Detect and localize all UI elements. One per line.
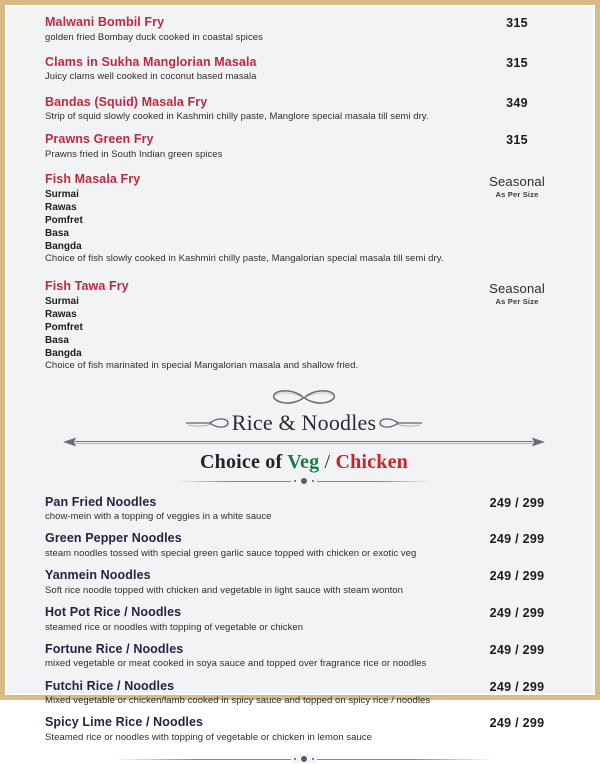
arrow-divider bbox=[63, 436, 545, 448]
price-seasonal-note: As Per Size bbox=[495, 190, 539, 200]
menu-item-variant: Surmai bbox=[45, 295, 79, 307]
menu-item-price: 249 / 299 bbox=[489, 606, 545, 621]
menu-item[interactable] bbox=[45, 605, 563, 634]
menu-item[interactable] bbox=[45, 55, 563, 84]
menu-item-price: 249 / 299 bbox=[489, 532, 545, 547]
menu-item-price: 249 / 299 bbox=[489, 642, 545, 657]
price-seasonal-label: Seasonal bbox=[489, 280, 545, 296]
menu-item-variant: Pomfret bbox=[45, 214, 83, 226]
menu-item-price: 249 / 299 bbox=[489, 495, 545, 510]
menu-item-text bbox=[45, 15, 471, 44]
menu-item-text bbox=[45, 679, 471, 708]
dot-small-left-icon bbox=[294, 758, 296, 760]
menu-item-description: Steamed rice or noodles with topping of vegetable or chicken in lemon sauce bbox=[45, 732, 372, 743]
menu-item-price: 315 bbox=[506, 55, 528, 70]
menu-item-variant: Rawas bbox=[45, 308, 77, 320]
menu-item-text bbox=[45, 279, 471, 372]
flourish-left-icon bbox=[184, 412, 232, 434]
arrow-divider-line-secondary bbox=[75, 443, 533, 444]
noodle-items-list bbox=[45, 495, 563, 744]
menu-item[interactable] bbox=[45, 95, 563, 124]
menu-item-variant: Bangda bbox=[45, 347, 82, 359]
menu-item-price: 249 / 299 bbox=[489, 679, 545, 694]
fish-items-list bbox=[45, 172, 563, 372]
choice-chicken-label: Chicken bbox=[335, 450, 408, 473]
menu-item[interactable] bbox=[45, 132, 563, 161]
section-title-row bbox=[45, 409, 563, 435]
menu-item[interactable] bbox=[45, 642, 563, 671]
price-seasonal-label: Seasonal bbox=[489, 174, 545, 190]
flourish-right-icon bbox=[376, 412, 424, 434]
menu-item-description: Prawns fried in South Indian green spices bbox=[45, 148, 223, 160]
menu-item-description: Juicy clams well cooked in coconut based masala bbox=[45, 71, 257, 83]
menu-item-description: Choice of fish slowly cooked in Kashmiri chilly paste, Mangalorian special masala till semi dry. bbox=[45, 252, 444, 264]
menu-item-price: 349 bbox=[506, 95, 528, 110]
menu-item-name: Malwani Bombil Fry bbox=[45, 15, 165, 29]
menu-item-name: Fish Tawa Fry bbox=[45, 278, 129, 293]
menu-item-text bbox=[45, 715, 471, 744]
price-seasonal-note: As Per Size bbox=[495, 297, 539, 307]
menu-item-variant: Surmai bbox=[45, 188, 79, 200]
menu-item-name: Fortune Rice / Noodles bbox=[45, 641, 184, 656]
menu-item-price: 249 / 299 bbox=[489, 569, 545, 584]
menu-item[interactable] bbox=[45, 568, 563, 597]
menu-item-variant: Basa bbox=[45, 334, 69, 346]
menu-item-name: Prawns Green Fry bbox=[45, 132, 154, 147]
bottom-divider-center bbox=[291, 755, 317, 763]
menu-item-name: Clams in Sukha Manglorian Masala bbox=[45, 54, 257, 69]
menu-item-name: Fish Masala Fry bbox=[45, 172, 141, 187]
menu-item[interactable] bbox=[45, 172, 563, 265]
menu-item-description: steam noodles tossed with special green garlic sauce topped with chicken or exotic veg bbox=[45, 548, 417, 560]
choice-separator: / bbox=[324, 450, 331, 473]
menu-item-description: Soft rice noodle topped with chicken and vegetable in light sauce with steam wonton bbox=[45, 584, 403, 596]
menu-item-description: Mixed vegetable or chicken/lamb cooked in spicy sauce and topped on spicy rice / noodles bbox=[45, 695, 431, 707]
menu-item-text bbox=[45, 495, 471, 524]
menu-item-price bbox=[471, 279, 563, 306]
menu-item-variant: Pomfret bbox=[45, 321, 83, 333]
menu-sheet bbox=[7, 7, 593, 743]
dot-divider-center bbox=[291, 477, 317, 485]
bottom-dot-divider bbox=[114, 754, 494, 764]
seafood-items-list bbox=[45, 15, 563, 161]
menu-item-name: Green Pepper Noodles bbox=[45, 531, 182, 546]
choice-line bbox=[45, 451, 563, 474]
menu-item-text bbox=[45, 55, 471, 84]
dot-divider bbox=[174, 476, 434, 486]
menu-item-name: Futchi Rice / Noodles bbox=[45, 678, 175, 693]
menu-item-name: Hot Pot Rice / Noodles bbox=[45, 605, 182, 620]
menu-item-name: Spicy Lime Rice / Noodles bbox=[45, 715, 204, 730]
menu-item-variant: Bangda bbox=[45, 240, 82, 252]
menu-item-name: Bandas (Squid) Masala Fry bbox=[45, 94, 208, 109]
menu-item-text bbox=[45, 605, 471, 634]
menu-item-variant: Basa bbox=[45, 227, 69, 239]
section-header-rice-noodles bbox=[45, 386, 563, 486]
menu-item-description: Strip of squid slowly cooked in Kashmiri chilly paste, Manglore special masala till semi dry. bbox=[45, 111, 429, 123]
dot-large-icon bbox=[300, 477, 308, 485]
menu-item-price bbox=[471, 172, 563, 199]
menu-item-text bbox=[45, 95, 471, 124]
menu-item[interactable] bbox=[45, 279, 563, 372]
menu-item[interactable] bbox=[45, 715, 563, 744]
menu-item-description: Choice of fish marinated in special Mangalorian masala and shallow fried. bbox=[45, 359, 359, 371]
choice-veg-label: Veg bbox=[287, 450, 320, 473]
arrow-divider-line bbox=[75, 441, 533, 442]
menu-item-name: Yanmein Noodles bbox=[45, 568, 151, 583]
menu-item-name: Pan Fried Noodles bbox=[45, 494, 157, 509]
dot-small-right-icon bbox=[312, 480, 314, 482]
menu-item-text bbox=[45, 568, 471, 597]
menu-item-price: 315 bbox=[506, 133, 528, 148]
dot-large-icon bbox=[300, 755, 308, 763]
menu-item[interactable] bbox=[45, 15, 563, 44]
menu-item[interactable] bbox=[45, 679, 563, 708]
dot-small-right-icon bbox=[312, 758, 314, 760]
section-title: Rice & Noodles bbox=[231, 409, 377, 435]
menu-item-price: 315 bbox=[506, 16, 528, 30]
menu-item[interactable] bbox=[45, 531, 563, 560]
choice-prefix: Choice of bbox=[200, 450, 283, 473]
menu-item-description: golden fried Bombay duck cooked in coastal spices bbox=[45, 31, 263, 43]
menu-item-text bbox=[45, 132, 471, 161]
bow-ornament-icon bbox=[269, 386, 339, 410]
menu-item-description: chow-mein with a topping of veggies in a white sauce bbox=[45, 511, 272, 523]
menu-item-text bbox=[45, 642, 471, 671]
menu-item-variant: Rawas bbox=[45, 201, 77, 213]
menu-frame-inner bbox=[5, 5, 595, 743]
arrow-right-icon bbox=[531, 436, 545, 448]
menu-item-text bbox=[45, 531, 471, 560]
menu-item-description: mixed vegetable or meat cooked in soya sauce and topped over fragrance rice or noodles bbox=[45, 658, 427, 670]
dot-small-left-icon bbox=[294, 480, 296, 482]
menu-item-description: steamed rice or noodles with topping of vegetable or chicken bbox=[45, 621, 304, 633]
menu-item[interactable] bbox=[45, 495, 563, 524]
menu-item-text bbox=[45, 172, 471, 265]
menu-item-price: 249 / 299 bbox=[489, 716, 545, 731]
arrow-left-icon bbox=[63, 436, 77, 448]
